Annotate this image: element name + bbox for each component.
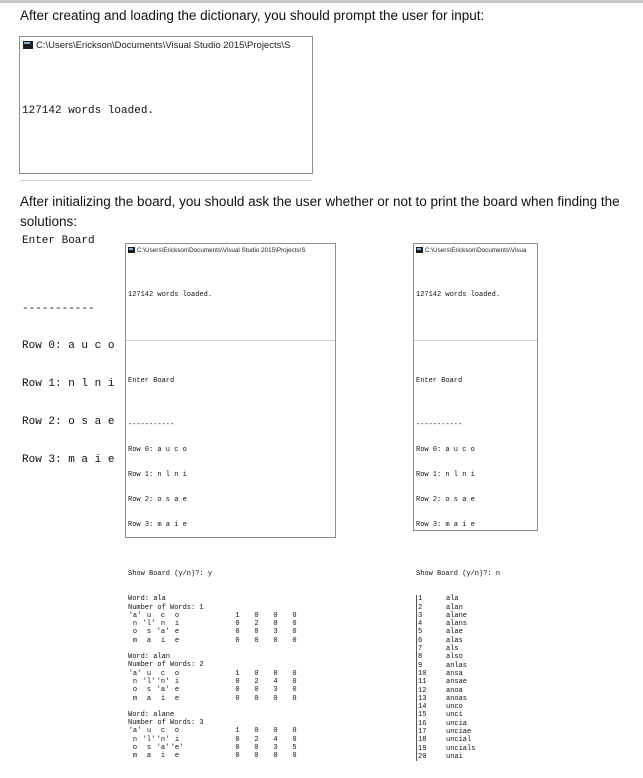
- console-window-show-board-no: [413, 243, 538, 761]
- word-index: 18: [418, 736, 427, 745]
- letter-cell: o: [174, 611, 180, 620]
- path-number-cell: 0: [273, 669, 278, 678]
- found-word: unco: [446, 703, 463, 712]
- found-word: unci: [446, 711, 463, 720]
- board-row: Row 2: o s a e: [416, 496, 475, 505]
- grid-row: [128, 695, 335, 703]
- letter-cell: a: [146, 752, 152, 761]
- path-number-cell: 0: [292, 677, 297, 686]
- letter-cell: m: [132, 752, 138, 761]
- word-index: 7: [418, 645, 423, 654]
- word-block: [128, 711, 335, 761]
- grid-row: [128, 744, 335, 752]
- path-number-cell: 2: [254, 677, 259, 686]
- path-number-cell: 2: [254, 735, 259, 744]
- path-number-cell: 0: [273, 620, 278, 629]
- word-list-row: [417, 645, 537, 653]
- word-index: 16: [418, 719, 427, 728]
- board-row: Row 3: m a i e: [128, 520, 187, 529]
- letter-cell: n: [132, 735, 138, 744]
- letter-cell: 'e': [170, 744, 184, 753]
- letter-cell: s: [146, 686, 152, 695]
- console-body: [126, 256, 335, 777]
- found-word: uncials: [446, 744, 476, 753]
- path-number-cell: 0: [235, 620, 240, 629]
- path-number-cell: 0: [235, 694, 240, 703]
- word-label: Word: alane: [128, 710, 175, 719]
- word-index: 20: [418, 752, 427, 761]
- loaded-message: 127142 words loaded.: [416, 291, 501, 300]
- grid-row: [128, 752, 335, 760]
- path-number-cell: 0: [273, 636, 278, 645]
- letter-cell: i: [174, 677, 180, 686]
- word-list-row: [417, 695, 537, 703]
- grid-row: [128, 678, 335, 686]
- board-row: Row 0: a u c o: [128, 446, 187, 455]
- found-word: also: [446, 653, 463, 662]
- word-count: Number of Words: 1: [128, 603, 204, 612]
- word-index: 19: [418, 744, 427, 753]
- middle-line-1: After initializing the board, you should ask the user whether or not to print the board when finding the: [20, 194, 620, 209]
- found-word: als: [446, 645, 459, 654]
- word-index: 5: [418, 628, 423, 637]
- letter-cell: m: [132, 694, 138, 703]
- grid-spacer: [184, 620, 228, 628]
- word-index: 1: [418, 595, 423, 604]
- word-list-row: [417, 720, 537, 728]
- letter-cell: c: [160, 611, 166, 620]
- letter-cell: 'l': [142, 677, 156, 686]
- found-word: uncial: [446, 736, 472, 745]
- grid-spacer: [184, 727, 228, 735]
- grid-row: [128, 620, 335, 628]
- console-title: C:\Users\Erickson\Documents\Visua: [425, 246, 527, 254]
- enter-board-prompt: Enter Board: [22, 234, 95, 247]
- board-row: Row 3: m a i e: [22, 453, 115, 466]
- path-number-cell: 0: [273, 727, 278, 736]
- letter-cell: o: [132, 686, 138, 695]
- board-row: Row 1: n l n i: [416, 471, 475, 480]
- console-title: C:\Users\Erickson\Documents\Visual Studio 2015\Projects\S: [137, 246, 306, 254]
- letter-cell: o: [174, 669, 180, 678]
- console-window-show-board-yes: [125, 243, 336, 761]
- letter-cell: e: [174, 636, 180, 645]
- path-number-cell: 5: [292, 744, 297, 753]
- console-title-bar: [126, 244, 335, 256]
- word-index: 14: [418, 703, 427, 712]
- grid-spacer: [184, 612, 228, 620]
- console-body: [414, 256, 537, 778]
- middle-paragraph: [20, 192, 620, 232]
- path-number-cell: 0: [235, 628, 240, 637]
- found-word: ala: [446, 595, 459, 604]
- board-row: Row 0: a u c o: [22, 340, 115, 353]
- word-list-row: [417, 703, 537, 711]
- letter-cell: m: [132, 636, 138, 645]
- loaded-message: 127142 words loaded.: [22, 105, 155, 118]
- letter-cell: 'n': [156, 735, 170, 744]
- intro-paragraph: After creating and loading the dictionary, you should prompt the user for input:: [20, 8, 485, 23]
- letter-cell: 'a': [156, 686, 170, 695]
- path-number-cell: 2: [254, 620, 259, 629]
- found-word: ansae: [446, 678, 468, 687]
- path-number-cell: 4: [273, 735, 278, 744]
- grid-spacer: [184, 670, 228, 678]
- dash-line: -----------: [416, 421, 463, 430]
- found-word: alane: [446, 611, 468, 620]
- word-index: 11: [418, 678, 427, 687]
- letter-cell: i: [174, 620, 180, 629]
- word-index: 9: [418, 661, 423, 670]
- path-number-cell: 1: [235, 611, 240, 620]
- path-number-cell: 0: [235, 636, 240, 645]
- found-word: unciae: [446, 728, 472, 737]
- word-list-row: [417, 678, 537, 686]
- letter-cell: 'a': [128, 727, 142, 736]
- word-index: 10: [418, 669, 427, 678]
- word-index: 15: [418, 711, 427, 720]
- board-row: Row 2: o s a e: [22, 416, 115, 429]
- word-index: 17: [418, 728, 427, 737]
- letter-cell: i: [174, 735, 180, 744]
- board-row: Row 2: o s a e: [128, 496, 187, 505]
- path-number-cell: 0: [292, 669, 297, 678]
- word-count: Number of Words: 2: [128, 661, 204, 670]
- letter-cell: n: [132, 677, 138, 686]
- word-list-row: [417, 711, 537, 719]
- letter-cell: 'l': [142, 620, 156, 629]
- word-list-row: [417, 745, 537, 753]
- grid-spacer: [184, 628, 228, 636]
- path-number-cell: 0: [273, 611, 278, 620]
- found-word: alan: [446, 603, 463, 612]
- letter-cell: u: [146, 611, 152, 620]
- path-number-cell: 0: [254, 727, 259, 736]
- found-word: anoa: [446, 686, 463, 695]
- letter-cell: o: [132, 744, 138, 753]
- grid-row: [128, 736, 335, 744]
- letter-cell: e: [174, 694, 180, 703]
- letter-cell: 'a': [156, 744, 170, 753]
- found-word: alans: [446, 620, 468, 629]
- found-word: anlas: [446, 661, 468, 670]
- found-word: uncia: [446, 719, 468, 728]
- board-row: Row 1: n l n i: [128, 471, 187, 480]
- letter-cell: s: [146, 744, 152, 753]
- grid-spacer: [184, 744, 228, 752]
- grid-row: [128, 686, 335, 694]
- console-title: C:\Users\Erickson\Documents\Visual Studio 2015\Projects\S: [36, 39, 291, 51]
- letter-cell: i: [160, 752, 166, 761]
- show-board-prompt: Show Board (y/n)?: n: [416, 570, 501, 579]
- letter-cell: c: [160, 727, 166, 736]
- console-app-icon: [416, 247, 423, 253]
- path-number-cell: 0: [254, 694, 259, 703]
- letter-cell: c: [160, 669, 166, 678]
- word-list-row: [417, 728, 537, 736]
- path-number-cell: 0: [235, 735, 240, 744]
- found-word: ansa: [446, 669, 463, 678]
- path-number-cell: 0: [254, 669, 259, 678]
- letter-cell: i: [160, 694, 166, 703]
- path-number-cell: 0: [254, 752, 259, 761]
- path-number-cell: 1: [235, 727, 240, 736]
- word-count: Number of Words: 3: [128, 719, 204, 728]
- path-number-cell: 0: [254, 744, 259, 753]
- grid-row: [128, 727, 335, 735]
- grid-row: [128, 612, 335, 620]
- path-number-cell: 3: [273, 744, 278, 753]
- letter-cell: e: [174, 752, 180, 761]
- word-list-row: [417, 653, 537, 661]
- path-number-cell: 0: [292, 727, 297, 736]
- top-rule: [0, 0, 643, 3]
- grid-spacer: [184, 752, 228, 760]
- word-list-row: [417, 637, 537, 645]
- word-list-row: [417, 670, 537, 678]
- word-list-row: [417, 662, 537, 670]
- middle-line-2: solutions:: [20, 214, 78, 229]
- grid-spacer: [184, 695, 228, 703]
- letter-cell: i: [160, 636, 166, 645]
- path-number-cell: 0: [292, 636, 297, 645]
- word-list-row: [417, 753, 537, 761]
- word-list-row: [417, 595, 537, 603]
- word-list-row: [417, 604, 537, 612]
- console-title-bar: [20, 37, 312, 53]
- word-block: [128, 595, 335, 645]
- found-word: alas: [446, 636, 463, 645]
- word-list-row: [417, 612, 537, 620]
- board-row: Row 1: n l n i: [22, 378, 115, 391]
- dash-line: -----------: [128, 421, 175, 430]
- letter-cell: e: [174, 686, 180, 695]
- path-number-cell: 0: [292, 628, 297, 637]
- grid-spacer: [184, 686, 228, 694]
- word-index: 4: [418, 620, 423, 629]
- path-number-cell: 0: [292, 694, 297, 703]
- path-number-cell: 0: [292, 686, 297, 695]
- letter-cell: n: [132, 620, 138, 629]
- path-number-cell: 0: [254, 628, 259, 637]
- grid-row: [128, 628, 335, 636]
- path-number-cell: 0: [254, 686, 259, 695]
- word-label: Word: ala: [128, 595, 166, 604]
- path-number-cell: 0: [254, 636, 259, 645]
- grid-spacer: [184, 637, 228, 645]
- letter-cell: o: [174, 727, 180, 736]
- console-app-icon: [23, 41, 33, 49]
- letter-cell: 'n': [156, 677, 170, 686]
- word-block: [128, 653, 335, 703]
- found-word: alae: [446, 628, 463, 637]
- found-word: unai: [446, 752, 463, 761]
- letter-cell: 'a': [156, 628, 170, 637]
- board-row: Row 3: m a i e: [416, 520, 475, 529]
- console-app-icon: [128, 247, 135, 253]
- grid-spacer: [184, 736, 228, 744]
- word-list-row: [417, 628, 537, 636]
- path-number-cell: 0: [292, 611, 297, 620]
- letter-cell: 'l': [142, 735, 156, 744]
- path-number-cell: 0: [235, 744, 240, 753]
- found-word: anoas: [446, 694, 468, 703]
- show-board-prompt: Show Board (y/n)?: y: [128, 570, 213, 579]
- path-number-cell: 0: [254, 611, 259, 620]
- grid-spacer: [184, 678, 228, 686]
- word-index: 6: [418, 636, 423, 645]
- console-title-bar: [414, 244, 537, 256]
- path-number-cell: 0: [273, 752, 278, 761]
- word-index: 2: [418, 603, 423, 612]
- letter-cell: 'a': [128, 669, 142, 678]
- letter-cell: o: [132, 628, 138, 637]
- word-list-row: [417, 620, 537, 628]
- path-number-cell: 4: [273, 677, 278, 686]
- grid-row: [128, 637, 335, 645]
- path-number-cell: 0: [235, 677, 240, 686]
- word-list: [416, 595, 537, 761]
- letter-cell: u: [146, 727, 152, 736]
- path-number-cell: 0: [273, 694, 278, 703]
- board-row: Row 0: a u c o: [416, 446, 475, 455]
- word-list-row: [417, 736, 537, 744]
- path-number-cell: 0: [235, 752, 240, 761]
- letter-cell: n: [160, 620, 166, 629]
- word-index: 8: [418, 653, 423, 662]
- word-index: 13: [418, 694, 427, 703]
- path-number-cell: 0: [292, 620, 297, 629]
- letter-cell: 'a': [128, 611, 142, 620]
- dash-line: -----------: [22, 302, 95, 315]
- enter-board-prompt: Enter Board: [416, 376, 463, 385]
- grid-row: [128, 670, 335, 678]
- word-index: 12: [418, 686, 427, 695]
- letter-cell: s: [146, 628, 152, 637]
- letter-cell: a: [146, 636, 152, 645]
- path-number-cell: 0: [235, 686, 240, 695]
- letter-cell: a: [146, 694, 152, 703]
- path-number-cell: 3: [273, 686, 278, 695]
- path-number-cell: 3: [273, 628, 278, 637]
- word-list-row: [417, 687, 537, 695]
- letter-cell: e: [174, 628, 180, 637]
- enter-board-prompt: Enter Board: [128, 376, 175, 385]
- letter-cell: u: [146, 669, 152, 678]
- word-index: 3: [418, 611, 423, 620]
- loaded-message: 127142 words loaded.: [128, 291, 213, 300]
- path-number-cell: 0: [292, 752, 297, 761]
- path-number-cell: 0: [292, 735, 297, 744]
- path-number-cell: 1: [235, 669, 240, 678]
- word-label: Word: alan: [128, 653, 171, 662]
